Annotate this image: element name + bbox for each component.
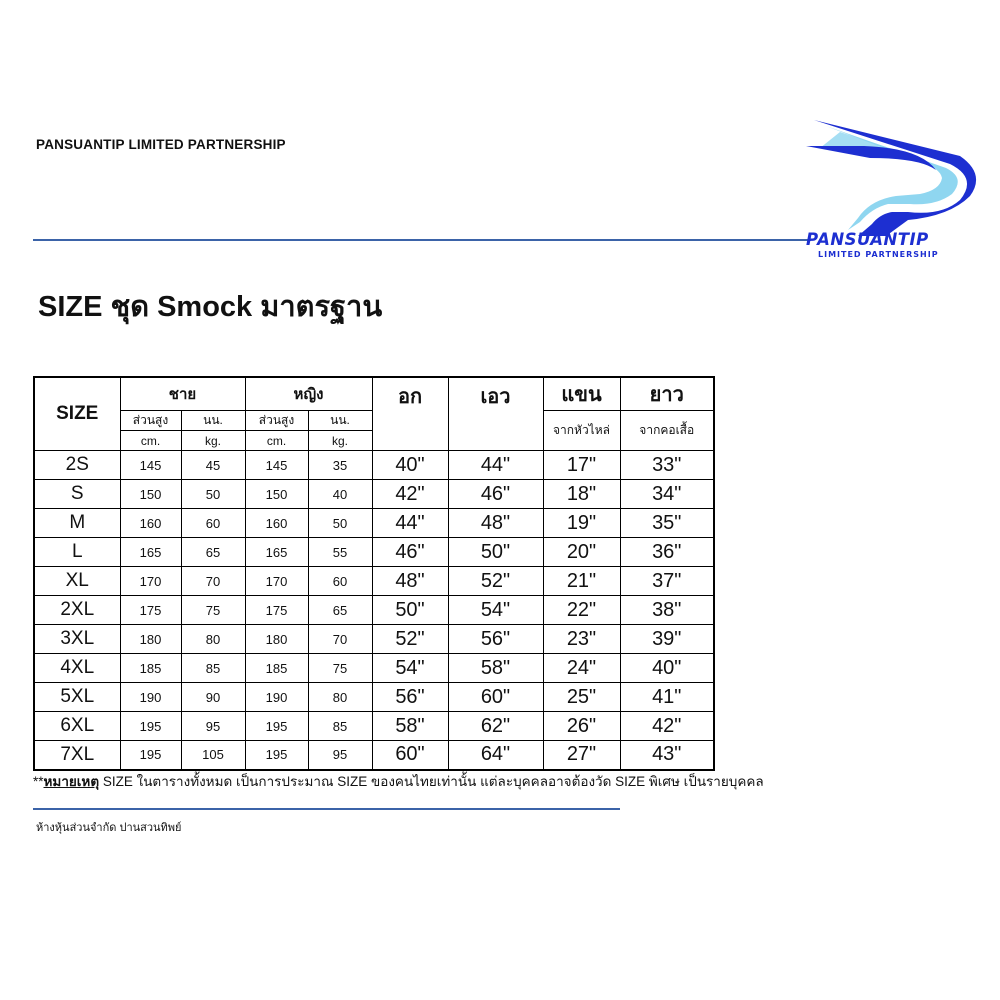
header-divider (33, 239, 811, 241)
men-height-cell: 185 (120, 654, 181, 683)
women-weight-cell: 65 (308, 596, 372, 625)
footer-divider (33, 808, 620, 810)
women-height-cell: 145 (245, 451, 308, 480)
chest-cell: 56" (372, 683, 448, 712)
length-cell: 36" (620, 538, 714, 567)
table-row (34, 683, 714, 712)
length-cell: 41" (620, 683, 714, 712)
women-weight-label: นน. (308, 411, 372, 431)
note-prefix: ** (33, 774, 44, 789)
chest-cell: 60" (372, 741, 448, 770)
length-cell: 38" (620, 596, 714, 625)
men-weight-cell: 60 (181, 509, 245, 538)
waist-cell: 54" (448, 596, 543, 625)
women-header: หญิง (245, 377, 372, 411)
length-cell: 40" (620, 654, 714, 683)
women-height-cell: 190 (245, 683, 308, 712)
men-weight-cell: 90 (181, 683, 245, 712)
waist-cell: 58" (448, 654, 543, 683)
men-height-cell: 195 (120, 712, 181, 741)
table-row (34, 451, 714, 480)
women-weight-cell: 80 (308, 683, 372, 712)
waist-cell: 64" (448, 741, 543, 770)
sleeve-cell: 20" (543, 538, 620, 567)
women-height-cell: 195 (245, 741, 308, 770)
men-height-cell: 150 (120, 480, 181, 509)
size-cell: 2S (34, 451, 120, 480)
sleeve-cell: 22" (543, 596, 620, 625)
footer-company-thai: ห้างหุ้นส่วนจำกัด ปานสวนทิพย์ (36, 822, 182, 834)
waist-cell: 62" (448, 712, 543, 741)
women-weight-cell: 55 (308, 538, 372, 567)
sleeve-cell: 27" (543, 741, 620, 770)
size-cell: 2XL (34, 596, 120, 625)
sleeve-note: จากหัวไหล่ (543, 411, 620, 451)
table-row (34, 625, 714, 654)
men-height-cell: 145 (120, 451, 181, 480)
length-cell: 33" (620, 451, 714, 480)
table-row (34, 712, 714, 741)
women-weight-cell: 70 (308, 625, 372, 654)
women-height-cell: 165 (245, 538, 308, 567)
sleeve-cell: 19" (543, 509, 620, 538)
table-row (34, 596, 714, 625)
men-height-cell: 175 (120, 596, 181, 625)
men-weight-cell: 50 (181, 480, 245, 509)
page-title: SIZE ชุด Smock มาตรฐาน (38, 291, 383, 323)
table-row (34, 654, 714, 683)
size-note (33, 770, 764, 792)
men-weight-cell: 75 (181, 596, 245, 625)
women-height-cell: 160 (245, 509, 308, 538)
note-text: SIZE ในตารางทั้งหมด เป็นการประมาณ SIZE ของคนไทยเท่านั้น แต่ละบุคคลอาจต้องวัด SIZE พิเศษ เป็นรายบุคคล (99, 774, 764, 789)
sleeve-cell: 18" (543, 480, 620, 509)
sleeve-cell: 26" (543, 712, 620, 741)
women-weight-unit: kg. (308, 431, 372, 451)
waist-cell: 56" (448, 625, 543, 654)
men-header: ชาย (120, 377, 245, 411)
men-weight-unit: kg. (181, 431, 245, 451)
men-height-unit: cm. (120, 431, 181, 451)
chest-cell: 46" (372, 538, 448, 567)
men-weight-cell: 95 (181, 712, 245, 741)
men-weight-cell: 105 (181, 741, 245, 770)
logo-wordmark: PANSUANTIP (806, 230, 929, 249)
men-weight-cell: 85 (181, 654, 245, 683)
women-height-label: ส่วนสูง (245, 411, 308, 431)
waist-header: เอว (448, 377, 543, 451)
waist-cell: 46" (448, 480, 543, 509)
length-cell: 34" (620, 480, 714, 509)
size-table (33, 376, 715, 771)
sleeve-cell: 24" (543, 654, 620, 683)
women-height-unit: cm. (245, 431, 308, 451)
size-cell: 7XL (34, 741, 120, 770)
size-cell: 6XL (34, 712, 120, 741)
women-weight-cell: 35 (308, 451, 372, 480)
men-height-cell: 195 (120, 741, 181, 770)
table-row (34, 509, 714, 538)
chest-cell: 44" (372, 509, 448, 538)
chest-header: อก (372, 377, 448, 451)
size-cell: 3XL (34, 625, 120, 654)
men-height-cell: 160 (120, 509, 181, 538)
chest-cell: 54" (372, 654, 448, 683)
women-height-cell: 185 (245, 654, 308, 683)
chest-cell: 58" (372, 712, 448, 741)
waist-cell: 60" (448, 683, 543, 712)
men-weight-cell: 65 (181, 538, 245, 567)
length-cell: 39" (620, 625, 714, 654)
size-header: SIZE (34, 377, 120, 451)
women-weight-cell: 40 (308, 480, 372, 509)
sleeve-header: แขน (543, 377, 620, 411)
chest-cell: 42" (372, 480, 448, 509)
sleeve-cell: 25" (543, 683, 620, 712)
size-cell: M (34, 509, 120, 538)
men-weight-cell: 45 (181, 451, 245, 480)
length-header: ยาว (620, 377, 714, 411)
sleeve-cell: 21" (543, 567, 620, 596)
size-cell: XL (34, 567, 120, 596)
women-height-cell: 180 (245, 625, 308, 654)
waist-cell: 52" (448, 567, 543, 596)
length-cell: 37" (620, 567, 714, 596)
men-height-cell: 170 (120, 567, 181, 596)
waist-cell: 48" (448, 509, 543, 538)
company-name: PANSUANTIP LIMITED PARTNERSHIP (36, 137, 286, 152)
women-weight-cell: 85 (308, 712, 372, 741)
length-cell: 43" (620, 741, 714, 770)
chest-cell: 40" (372, 451, 448, 480)
size-cell: 4XL (34, 654, 120, 683)
size-cell: 5XL (34, 683, 120, 712)
waist-cell: 44" (448, 451, 543, 480)
logo-subtitle: LIMITED PARTNERSHIP (818, 250, 939, 259)
length-cell: 42" (620, 712, 714, 741)
table-row (34, 567, 714, 596)
sleeve-cell: 17" (543, 451, 620, 480)
women-weight-cell: 50 (308, 509, 372, 538)
men-weight-cell: 80 (181, 625, 245, 654)
men-height-cell: 180 (120, 625, 181, 654)
women-height-cell: 170 (245, 567, 308, 596)
men-height-cell: 165 (120, 538, 181, 567)
size-cell: L (34, 538, 120, 567)
men-weight-label: นน. (181, 411, 245, 431)
table-row (34, 480, 714, 509)
women-weight-cell: 75 (308, 654, 372, 683)
men-height-label: ส่วนสูง (120, 411, 181, 431)
size-cell: S (34, 480, 120, 509)
women-height-cell: 195 (245, 712, 308, 741)
table-row (34, 741, 714, 770)
chest-cell: 52" (372, 625, 448, 654)
women-weight-cell: 95 (308, 741, 372, 770)
sleeve-cell: 23" (543, 625, 620, 654)
table-row (34, 538, 714, 567)
women-height-cell: 175 (245, 596, 308, 625)
note-label: หมายเหตุ (43, 774, 100, 789)
waist-cell: 50" (448, 538, 543, 567)
women-weight-cell: 60 (308, 567, 372, 596)
length-note: จากคอเสื้อ (620, 411, 714, 451)
chest-cell: 48" (372, 567, 448, 596)
women-height-cell: 150 (245, 480, 308, 509)
men-weight-cell: 70 (181, 567, 245, 596)
chest-cell: 50" (372, 596, 448, 625)
men-height-cell: 190 (120, 683, 181, 712)
length-cell: 35" (620, 509, 714, 538)
